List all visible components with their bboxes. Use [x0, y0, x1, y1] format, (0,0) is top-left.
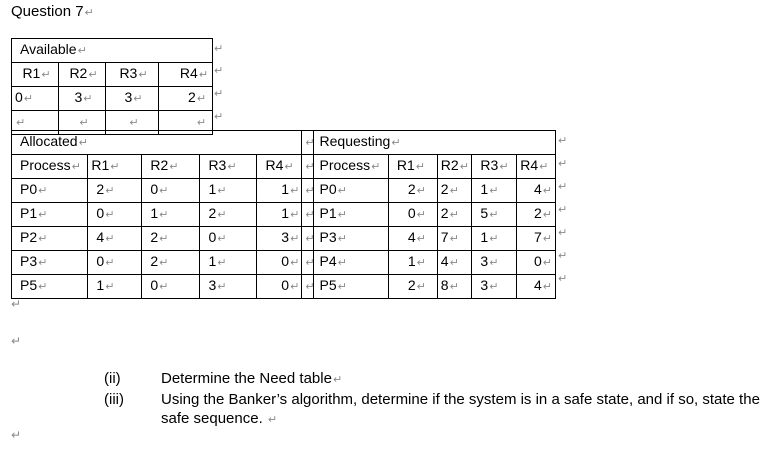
paragraph-mark-icon: ↵ — [391, 137, 401, 149]
table-cell: 5↵ — [472, 203, 517, 227]
paragraph-mark-icon: ↵ — [88, 69, 98, 81]
table-cell: R3↵ — [472, 155, 517, 179]
table-cell: R1↵ — [12, 63, 59, 87]
paragraph-mark-icon: ↵ — [449, 281, 459, 293]
table-cell: R2↵ — [59, 63, 106, 87]
paragraph-mark-icon: ↵ — [290, 257, 300, 269]
table-cell: 1↵ — [388, 251, 437, 275]
table-cell: 8↵ — [437, 275, 472, 299]
table-cell: 1↵ — [472, 179, 517, 203]
paragraph-mark-icon: ↵ — [489, 185, 499, 197]
available-values-row — [12, 87, 213, 111]
paragraph-mark-icon: ↵ — [332, 374, 343, 386]
paragraph-mark-icon: ↵ — [305, 281, 315, 293]
available-header-cell: Available↵ — [12, 39, 213, 63]
paragraph-mark-icon: ↵ — [337, 209, 347, 221]
row-end-mark-icon: ↵ — [558, 227, 568, 239]
paragraph-mark-icon: ↵ — [11, 334, 22, 348]
table-cell: 0↵ — [517, 251, 556, 275]
allocation-request-table — [11, 130, 556, 299]
paragraph-mark-icon: ↵ — [11, 428, 22, 442]
paragraph-mark-icon: ↵ — [371, 161, 381, 173]
question-number: (ii) — [104, 370, 121, 387]
table-cell: 4↵ — [517, 179, 556, 203]
paragraph-mark-icon: ↵ — [449, 209, 459, 221]
paragraph-mark-icon: ↵ — [38, 209, 48, 221]
table-cell: 0↵ — [142, 275, 200, 299]
paragraph-mark-icon: ↵ — [284, 161, 294, 173]
table-cell: 2↵ — [142, 251, 200, 275]
paragraph-mark-icon: ↵ — [305, 137, 315, 149]
paragraph-mark-icon: ↵ — [416, 209, 426, 221]
table-cell: P0↵ — [12, 179, 88, 203]
paragraph-mark-icon: ↵ — [337, 233, 347, 245]
table-cell: 2↵ — [159, 87, 213, 111]
row-end-mark-icon: ↵ — [558, 135, 568, 147]
table-cell: R4↵ — [517, 155, 556, 179]
table-cell: P2↵ — [12, 227, 88, 251]
paragraph-mark-icon: ↵ — [542, 209, 552, 221]
paragraph-mark-icon: ↵ — [196, 93, 207, 105]
paragraph-mark-icon: ↵ — [133, 93, 143, 105]
table-cell: R3↵ — [106, 63, 159, 87]
divider-cell — [302, 155, 313, 179]
paragraph-mark-icon: ↵ — [159, 233, 169, 245]
paragraph-mark-icon: ↵ — [416, 233, 426, 245]
paragraph-mark-icon: ↵ — [129, 117, 139, 129]
paragraph-mark-icon: ↵ — [416, 281, 426, 293]
table-cell: Process↵ — [12, 155, 88, 179]
table-cell: 0↵ — [200, 227, 257, 251]
table-cell: R1↵ — [88, 155, 142, 179]
paragraph-mark-icon: ↵ — [105, 233, 115, 245]
table-cell: R2↵ — [437, 155, 472, 179]
table-cell: P1↵ — [12, 203, 88, 227]
paragraph-mark-icon: ↵ — [169, 161, 179, 173]
paragraph-mark-icon: ↵ — [105, 281, 115, 293]
paragraph-mark-icon: ↵ — [305, 209, 315, 221]
table-cell: 3↵ — [472, 275, 517, 299]
paragraph-mark-icon: ↵ — [196, 117, 207, 129]
table-cell: 3↵ — [472, 251, 517, 275]
table-row — [12, 203, 556, 227]
paragraph-mark-icon: ↵ — [217, 185, 227, 197]
paragraph-mark-icon: ↵ — [71, 161, 81, 173]
paragraph-mark-icon: ↵ — [138, 69, 148, 81]
paragraph-mark-icon: ↵ — [41, 69, 51, 81]
available-header-row — [12, 39, 213, 63]
paragraph-mark-icon: ↵ — [337, 257, 347, 269]
paragraph-mark-icon: ↵ — [217, 257, 227, 269]
paragraph-mark-icon: ↵ — [198, 69, 209, 81]
row-end-mark-icon: ↵ — [558, 250, 568, 262]
table-row — [12, 275, 556, 299]
table-cell: 0↵ — [88, 251, 142, 275]
paragraph-mark-icon: ↵ — [105, 185, 115, 197]
table-cell: 2↵ — [142, 227, 200, 251]
table-cell: 2↵ — [388, 179, 437, 203]
paragraph-mark-icon: ↵ — [84, 7, 94, 19]
table-cell: P3↵ — [313, 227, 388, 251]
table-cell: Process↵ — [313, 155, 388, 179]
table-cell: 2↵ — [437, 179, 472, 203]
paragraph-mark-icon: ↵ — [416, 185, 426, 197]
paragraph-mark-icon: ↵ — [489, 209, 499, 221]
table-cell: P5↵ — [313, 275, 388, 299]
table-cell: 7↵ — [517, 227, 556, 251]
table-cell: P3↵ — [12, 251, 88, 275]
divider-cell — [302, 179, 313, 203]
paragraph-mark-icon: ↵ — [110, 161, 120, 173]
paragraph-mark-icon: ↵ — [78, 137, 88, 149]
row-end-mark-icon: ↵ — [214, 111, 224, 123]
paragraph-mark-icon: ↵ — [267, 414, 278, 426]
available-table — [11, 38, 213, 135]
paragraph-mark-icon: ↵ — [217, 281, 227, 293]
table-cell: 2↵ — [437, 203, 472, 227]
table-cell: 1↵ — [257, 179, 302, 203]
table-cell: 1↵ — [88, 275, 142, 299]
table-cell: 4↵ — [388, 227, 437, 251]
paragraph-mark-icon: ↵ — [415, 161, 426, 173]
row-end-mark-icon: ↵ — [558, 158, 568, 170]
question-item — [104, 369, 761, 390]
table-cell: 1↵ — [142, 203, 200, 227]
table-cell: 0↵ — [257, 251, 302, 275]
table-cell: 1↵ — [200, 179, 257, 203]
table-cell: P4↵ — [313, 251, 388, 275]
table-cell: 0↵ — [12, 87, 59, 111]
allocated-header-cell: Allocated↵ — [12, 131, 302, 155]
table-cell: 0↵ — [257, 275, 302, 299]
table-cell: 3↵ — [59, 87, 106, 111]
paragraph-mark-icon: ↵ — [16, 117, 26, 129]
paragraph-mark-icon: ↵ — [449, 185, 459, 197]
paragraph-mark-icon: ↵ — [305, 257, 315, 269]
table-cell: 2↵ — [388, 275, 437, 299]
table-cell: 0↵ — [142, 179, 200, 203]
table-cell: R4↵ — [159, 63, 213, 87]
paragraph-mark-icon: ↵ — [77, 45, 87, 57]
divider-cell — [302, 227, 313, 251]
table-cell: 2↵ — [517, 203, 556, 227]
paragraph-mark-icon: ↵ — [159, 257, 169, 269]
divider-cell — [302, 251, 313, 275]
paragraph-mark-icon: ↵ — [449, 257, 459, 269]
paragraph-mark-icon: ↵ — [489, 233, 499, 245]
question-text: Determine the Need table↵ — [161, 370, 343, 387]
table-cell: R3↵ — [200, 155, 257, 179]
table-cell: 4↵ — [517, 275, 556, 299]
paragraph-mark-icon: ↵ — [542, 257, 552, 269]
table-cell: P5↵ — [12, 275, 88, 299]
paragraph-mark-icon: ↵ — [290, 209, 300, 221]
table-cell: R2↵ — [142, 155, 200, 179]
paragraph-mark-icon: ↵ — [489, 281, 499, 293]
table-row — [12, 179, 556, 203]
table-cell: 4↵ — [437, 251, 472, 275]
paragraph-mark-icon: ↵ — [11, 297, 22, 311]
row-end-mark-icon: ↵ — [558, 204, 568, 216]
table-cell: 3↵ — [257, 227, 302, 251]
paragraph-mark-icon: ↵ — [38, 185, 48, 197]
paragraph-mark-icon: ↵ — [159, 281, 169, 293]
paragraph-mark-icon: ↵ — [449, 233, 459, 245]
available-columns-row — [12, 63, 213, 87]
table-cell: 0↵ — [88, 203, 142, 227]
paragraph-mark-icon: ↵ — [159, 185, 169, 197]
row-end-mark-icon: ↵ — [214, 43, 224, 55]
paragraph-mark-icon: ↵ — [416, 257, 426, 269]
paragraph-mark-icon: ↵ — [38, 257, 48, 269]
columns-row — [12, 155, 556, 179]
paragraph-mark-icon: ↵ — [499, 161, 509, 173]
table-row — [12, 251, 556, 275]
paragraph-mark-icon: ↵ — [305, 161, 315, 173]
table-cell: 2↵ — [88, 179, 142, 203]
paragraph-mark-icon: ↵ — [542, 185, 552, 197]
paragraph-mark-icon: ↵ — [305, 185, 315, 197]
paragraph-mark-icon: ↵ — [38, 233, 48, 245]
paragraph-mark-icon: ↵ — [337, 185, 347, 197]
row-end-mark-icon: ↵ — [558, 181, 568, 193]
paragraph-mark-icon: ↵ — [38, 281, 48, 293]
row-end-mark-icon: ↵ — [214, 65, 224, 77]
table-cell: 7↵ — [437, 227, 472, 251]
divider-cell — [302, 131, 313, 155]
paragraph-mark-icon: ↵ — [105, 257, 115, 269]
question-number: (iii) — [104, 391, 124, 408]
table-row — [12, 227, 556, 251]
paragraph-mark-icon: ↵ — [290, 185, 300, 197]
question-title: Question 7↵ — [11, 3, 94, 20]
paragraph-mark-icon: ↵ — [489, 257, 499, 269]
question-list — [104, 369, 761, 430]
table-cell: 4↵ — [88, 227, 142, 251]
paragraph-mark-icon: ↵ — [337, 281, 347, 293]
question-text: Using the Banker’s algorithm, determine if the system is in a safe state, and if so, state the safe sequence. ↵ — [161, 391, 760, 427]
table-cell: 1↵ — [472, 227, 517, 251]
paragraph-mark-icon: ↵ — [159, 209, 169, 221]
table-cell: 1↵ — [200, 251, 257, 275]
table-cell: R4↵ — [257, 155, 302, 179]
paragraph-mark-icon: ↵ — [542, 233, 552, 245]
paragraph-mark-icon: ↵ — [542, 281, 552, 293]
table-cell: 0↵ — [388, 203, 437, 227]
paragraph-mark-icon: ↵ — [290, 233, 300, 245]
question-item — [104, 390, 761, 430]
paragraph-mark-icon: ↵ — [227, 161, 237, 173]
row-end-mark-icon: ↵ — [558, 273, 568, 285]
paragraph-mark-icon: ↵ — [217, 233, 227, 245]
section-header-row — [12, 131, 556, 155]
requesting-header-cell: Requesting↵ — [313, 131, 555, 155]
paragraph-mark-icon: ↵ — [459, 161, 469, 173]
divider-cell — [302, 203, 313, 227]
paragraph-mark-icon: ↵ — [305, 233, 315, 245]
paragraph-mark-icon: ↵ — [105, 209, 115, 221]
paragraph-mark-icon: ↵ — [539, 161, 549, 173]
table-cell: P1↵ — [313, 203, 388, 227]
paragraph-mark-icon: ↵ — [290, 281, 300, 293]
table-cell: R1↵ — [388, 155, 437, 179]
paragraph-mark-icon: ↵ — [23, 93, 34, 105]
table-cell: 3↵ — [200, 275, 257, 299]
paragraph-mark-icon: ↵ — [83, 93, 93, 105]
table-cell: P0↵ — [313, 179, 388, 203]
divider-cell — [302, 275, 313, 299]
row-end-mark-icon: ↵ — [214, 88, 224, 100]
table-cell: 3↵ — [106, 87, 159, 111]
table-cell: 2↵ — [200, 203, 257, 227]
table-cell: 1↵ — [257, 203, 302, 227]
paragraph-mark-icon: ↵ — [79, 117, 89, 129]
paragraph-mark-icon: ↵ — [217, 209, 227, 221]
